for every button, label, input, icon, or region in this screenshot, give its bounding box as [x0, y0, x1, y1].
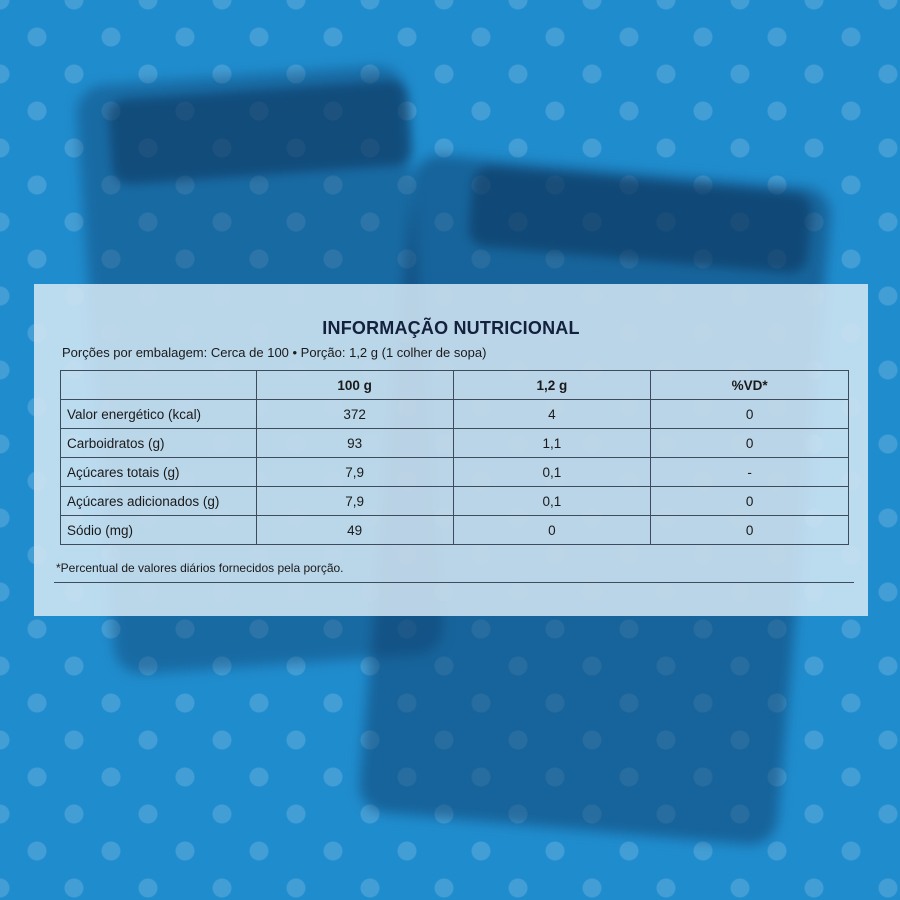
nutrient-name: Açúcares totais (g)	[61, 458, 257, 487]
table-row	[61, 487, 849, 516]
nutrition-table	[60, 370, 849, 545]
table-row	[61, 400, 849, 429]
nutrition-label-panel	[34, 284, 868, 616]
value-per-100g: 49	[256, 516, 453, 545]
nutrient-name: Carboidratos (g)	[61, 429, 257, 458]
nutrition-title: INFORMAÇÃO NUTRICIONAL	[322, 318, 580, 338]
column-header-per-100g: 100 g	[256, 371, 453, 400]
value-per-portion: 0	[453, 516, 651, 545]
nutrient-name: Açúcares adicionados (g)	[61, 487, 257, 516]
footnote: *Percentual de valores diários fornecidos pela porção.	[56, 561, 344, 575]
value-vd: 0	[651, 400, 849, 429]
table-row	[61, 516, 849, 545]
nutrient-name: Sódio (mg)	[61, 516, 257, 545]
serving-info: Porções por embalagem: Cerca de 100 • Porção: 1,2 g (1 colher de sopa)	[62, 345, 487, 360]
value-per-portion: 0,1	[453, 487, 651, 516]
column-header-per-portion: 1,2 g	[453, 371, 651, 400]
value-per-portion: 1,1	[453, 429, 651, 458]
column-header-nutrient	[61, 371, 257, 400]
value-per-100g: 93	[256, 429, 453, 458]
value-per-100g: 7,9	[256, 487, 453, 516]
nutrient-name: Valor energético (kcal)	[61, 400, 257, 429]
value-per-100g: 7,9	[256, 458, 453, 487]
table-row	[61, 458, 849, 487]
table-header-row	[61, 371, 849, 400]
value-vd: -	[651, 458, 849, 487]
value-vd: 0	[651, 487, 849, 516]
value-per-portion: 4	[453, 400, 651, 429]
value-vd: 0	[651, 429, 849, 458]
column-header-vd: %VD*	[651, 371, 849, 400]
value-per-portion: 0,1	[453, 458, 651, 487]
value-per-100g: 372	[256, 400, 453, 429]
table-row	[61, 429, 849, 458]
divider	[54, 582, 854, 583]
value-vd: 0	[651, 516, 849, 545]
